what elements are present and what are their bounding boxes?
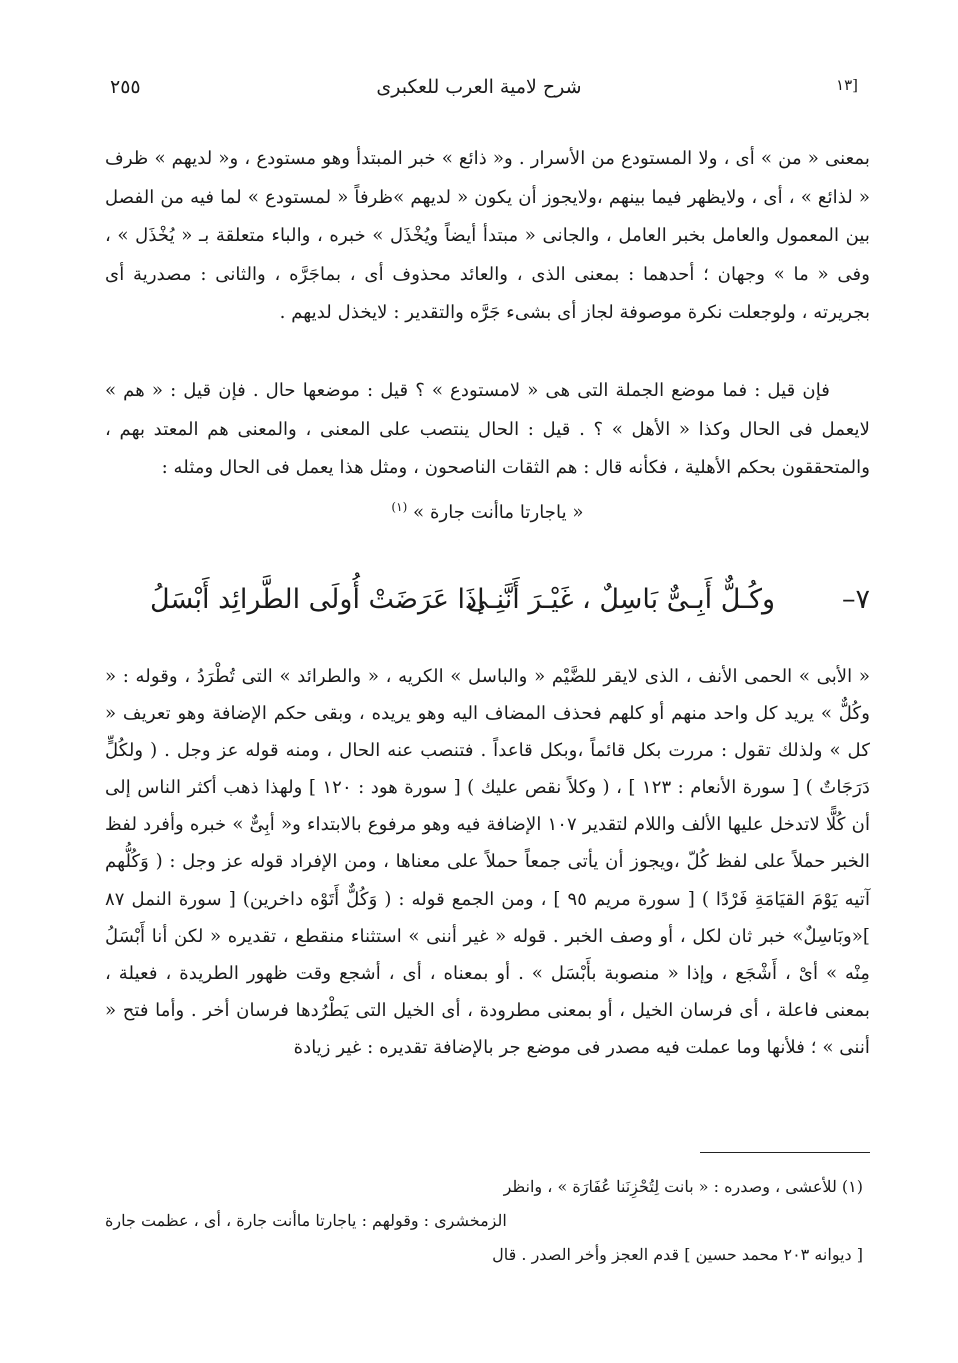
footnote-1-start: (١) للأعشى ، وصدره : « بانت لِتُحْزِنَنا عُفَارَة » ، وانظر [503, 1177, 863, 1196]
footnotes [105, 1170, 863, 1272]
signature-mark: [١٣ [836, 76, 858, 94]
poem-verse [150, 584, 870, 634]
verse-first-hemistich: وكُـلٌّ أَبِـىٌّ بَاسِلٌ ، غَيْـرَ أَنَّنِـى [466, 584, 775, 615]
quoted-verse [105, 488, 870, 528]
commentary-text [105, 658, 870, 1066]
footnote-ref: (١) [391, 499, 408, 514]
paragraph-1: بمعنى « من » أى ، ولا المستودع من الأسرار . و« ذائع » خبر المبتدأ وهو مستودع ، و« لديهم » ظرف « لذائع » ، أى ، ولايظهر فيما بينهم ،ولايجوز أن يكون « لديهم »ظرفاً « لمستودع » لما فيه من الفصل بين المعمول والعامل بخبر العامل ، والجانى « مبتدأ أيضاً ويُخْذَل » خبره ، والباء متعلقة بـ « يُخْذَل » ، وفى « ما » وجهان ؛ أحدهما : بمعنى الذى ، والعائد محذوف أى ، بماجَرَّه ، والثانى : مصدرية أى بجريرته ، ولوجعلت نكرة موصوفة لجاز أى بشىء جَرَّه والتقدير : لايخذل لديهم . [105, 148, 870, 324]
paragraph-2: فإن قيل : فما موضع الجملة التى هى « لامستودع » ؟ قيل : موضعها حال . فإن قيل : « هم » لايعمل فى الحال وكذا « الأهل » ؟ . قيل : الحال ينتصب على المعنى ، والمعنى هم المعتد بهم ، والمتحققون بحكم الأهلية ، فكأنه قال : هم الثقات الناصحون ، ومثل هذا يعمل فى الحال ومثله : [105, 380, 870, 479]
page-header [100, 68, 858, 108]
verse-second-hemistich: إذَا عَرَضَتْ أُولَى الطَّرائِد أَبْسَلُ [150, 584, 485, 615]
page-number: ٢٥٥ [110, 76, 141, 98]
footnote-line-2: [ ديوانه ٢٠٣ محمد حسين ] قدم العجز وأخر الصدر . قال [492, 1245, 863, 1264]
verse-number: ٧– [841, 584, 870, 615]
footnote-1-continued: الزمخشرى : وقولهم : ياجارتا ماأنت جارة ، أى ، عظمت جارة [105, 1211, 507, 1230]
quote-text: « ياجارتا ماأنت جارة » [413, 501, 584, 523]
footnote-divider [700, 1152, 870, 1153]
running-title: شرح لامية العرب للعكبرى [376, 76, 582, 98]
main-text [105, 140, 870, 528]
commentary-paragraph: « الأبى » الحمى الأنف ، الذى لايقر للضَّيْم « والباسل » الكريه ، « والطرائد » التى تُطْرَدُ ، وقوله : « وكُلٌّ » يريد كل واحد منهم أو كلهم فحذف المضاف اليه وهو يريده ، وبقى حكم الإضافة وهو تعريف « كل » ولذلك تقول : مررت بكل قائماً ،وبكل قاعداً . فتنصب عنه الحال ، ومنه قوله عز وجل . ( ولكُلٍّ دَرَجَاتٌ ) [ سورة الأنعام : ١٢٣ ] ، ( وكلاً نقص عليك ) [ سورة هود : ١٢٠ ] ولهذا ذهب أكثر الناس إلى أن كُلًّا لاتدخل عليها الألف واللام لتقدير ١٠٧ الإضافة فيه وهو مرفوع بالابتداء و« أبِىٌّ » خبره وأفرد لفظ الخبر حملاً على لفظ كُلّ ،ويجوز أن يأتى جمعاً حملاً على معناها ، ومن الإفراد قوله عز وجل : ( وَكُلُّهم آتيه يَوْمَ القيَامَةِ فَرْدًا ) [ سورة مريم ٩٥ ] ، ومن الجمع قوله : ( وَكُلٌّ أَتَوْه داخرين) [ سورة النمل ٨٧ ]«وبَاسِلٌ» خبر ثان لكل ، أو وصف الخبر . قوله « غير أننى » استثناء منقطع ، تقديره « لكن أنا أَبْسَلُ مِنْه » أىْ ، أَشْجَع ، وإذا « منصوبة بأَبْسَل » . أو بمعناه ، أى ، أشجع وقت ظهور الطريدة ، فعيلة ، بمعنى فاعلة ، أى فرسان الخيل ، أو بمعنى مطرودة ، أى الخيل التى يَطْرُدها فرسان أخر . وأما فتح « أننى » ؛ فلأنها وما عملت فيه مصدر فى موضع جر بالإضافة تقديره : غير زيادة [105, 666, 870, 1058]
